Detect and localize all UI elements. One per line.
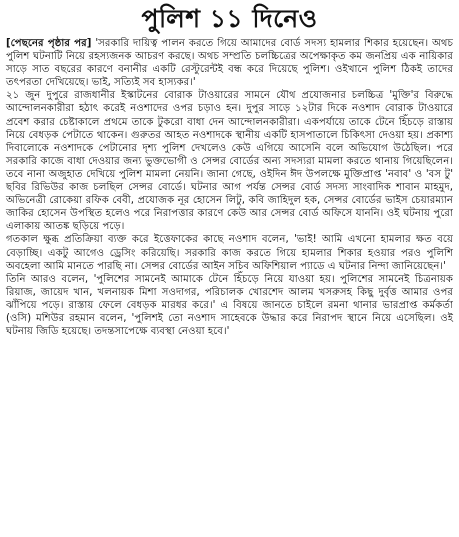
continuation-label: [পেছনের পৃষ্ঠার পর] <box>6 38 92 49</box>
paragraph-text: 'সরকারি দায়িত্ব পালন করতে গিয়ে আমাদের বোর্ড সদস্য হামলার শিকার হয়েছেন। অথচ পুলিশ ঘটনাটি নিয়ে রহস্যজনক আচরণ করছে। অথচ সম্প্রতি চলচ্চিত্রের অপেক্ষাকৃত কম জনপ্রিয় এক নায়িকার সাড়ে সাত বছরের কারণে বনানীর একটি রেস্টুরেন্টই বন্ধ করে দিয়েছে পুলিশ। ওইখানে পুলিশ ঠিকই তাদের তৎপরতা দেখিয়েছে। ভাই, সত্যিই সব হাস্যকর।' <box>6 38 453 89</box>
paragraph-1 <box>6 37 453 89</box>
article-body <box>6 37 453 338</box>
paragraph-3: গতকাল ক্ষুব্ধ প্রতিক্রিয়া ব্যক্ত করে ইত্তেফাকের কাছে নওশাদ বলেন, 'ভাই! আমি এখনো হামলার ক্ষত বয়ে বেড়াচ্ছি। একটু আগেও ড্রেসিং করিয়েছি। সরকারি কাজ করতে গিয়ে হামলার শিকার হওয়ার পরও পুলিশি অবহেলা আমি মানতে পারছি না। সেন্সর বোর্ডের আইন সচিব অফিশিয়াল প্যাডে এ ঘটনার নিন্দা জানিয়েছেন।' <box>6 234 453 272</box>
paragraph-4: তিনি আরও বলেন, 'পুলিশের সামনেই আমাকে টেনে হিঁচড়ে নিয়ে যাওয়া হয়। পুলিশের সামনেই চিত্রনায়ক রিয়াজ, জায়েদ খান, খলনায়ক মিশা সওদাগর, পরিচালক খোরশেদ আলম খসরুসহ কিছু দুর্বৃত্ত আমার ওপর ঝাঁপিয়ে পড়ে। রাস্তায় ফেলে বেধড়ক মারধর করে।' এ বিষয়ে জানতে চাইলে রমনা থানার ভারপ্রাপ্ত কর্মকর্তা (ওসি) মশিউর রহমান বলেন, 'পুলিশই তো নওশাদ সাহেবকে উদ্ধার করে নিরাপদ স্থানে নিয়ে এসেছিল। ওই ঘটনায় জিডি হয়েছে। তদন্তসাপেক্ষে ব্যবস্থা নেওয়া হবে।' <box>6 273 453 338</box>
paragraph-2: ২১ জুন দুপুরে রাজধানীর ইস্কাটনের বোরাক টাওয়ারের সামনে যৌথ প্রযোজনার চলচ্চিত্র 'মুক্তি'র বিরুদ্ধে আন্দোলনকারীরা হঠাৎ করেই নওশাদের ওপর চড়াও হন। দুপুর সাড়ে ১২টার দিকে নওশাদ বোরাক টাওয়ারে প্রবেশ করার চেষ্টাকালে প্রথমে তাকে টুকরো বাধা দেন আন্দোলনকারীরা। একপর্যায়ে তাকে টেনে হিঁচড়ে রাস্তায় নিয়ে বেধড়ক পেটাতে থাকেন। গুরুতর আহত নওশাদকে স্থানীয় একটি হাসপাতালে চিকিৎসা দেওয়া হয়। প্রকাশ্য দিবালোকে নওশাদকে পেটানোর দৃশ্য পুলিশ দেখলেও কেউ এগিয়ে আসেনি বলে অভিযোগ উঠেছিল। পরে সরকারি কাজে বাধা দেওয়ার জন্য ভুক্তভোগী ও সেন্সর বোর্ডের অন্য সদস্যরা মামলা করতে থানায় গিয়েছিলেন। তবে নানা অজুহাত দেখিয়ে পুলিশ মামলা নেয়নি। জানা গেছে, ওইদিন ঈদ উপলক্ষে মুক্তিপ্রাপ্ত 'নবাব' ও 'বস টু' ছবির রিভিউর কাজ চলছিল সেন্সর বোর্ডে। ঘটনার আগ পর্যন্ত সেন্সর বোর্ড সদস্য সাংবাদিক শাবান মাহমুদ, অভিনেত্রী রোকেয়া রফিক বেবী, প্রযোজক নূর হোসেন লিটু, কবি জাহিদুল হক, সেন্সর বোর্ডের ভাইস চেয়ারম্যান জাকির হোসেন উপস্থিত হলেও পরে নিরাপত্তার কারণে কেউ আর সেন্সর বোর্ড অফিসে যাননি। ওই ঘটনায় পুরো এলাকায় আতঙ্ক ছড়িয়ে পড়ে। <box>6 90 453 233</box>
headline: পুলিশ ১১ দিনেও <box>141 4 318 33</box>
